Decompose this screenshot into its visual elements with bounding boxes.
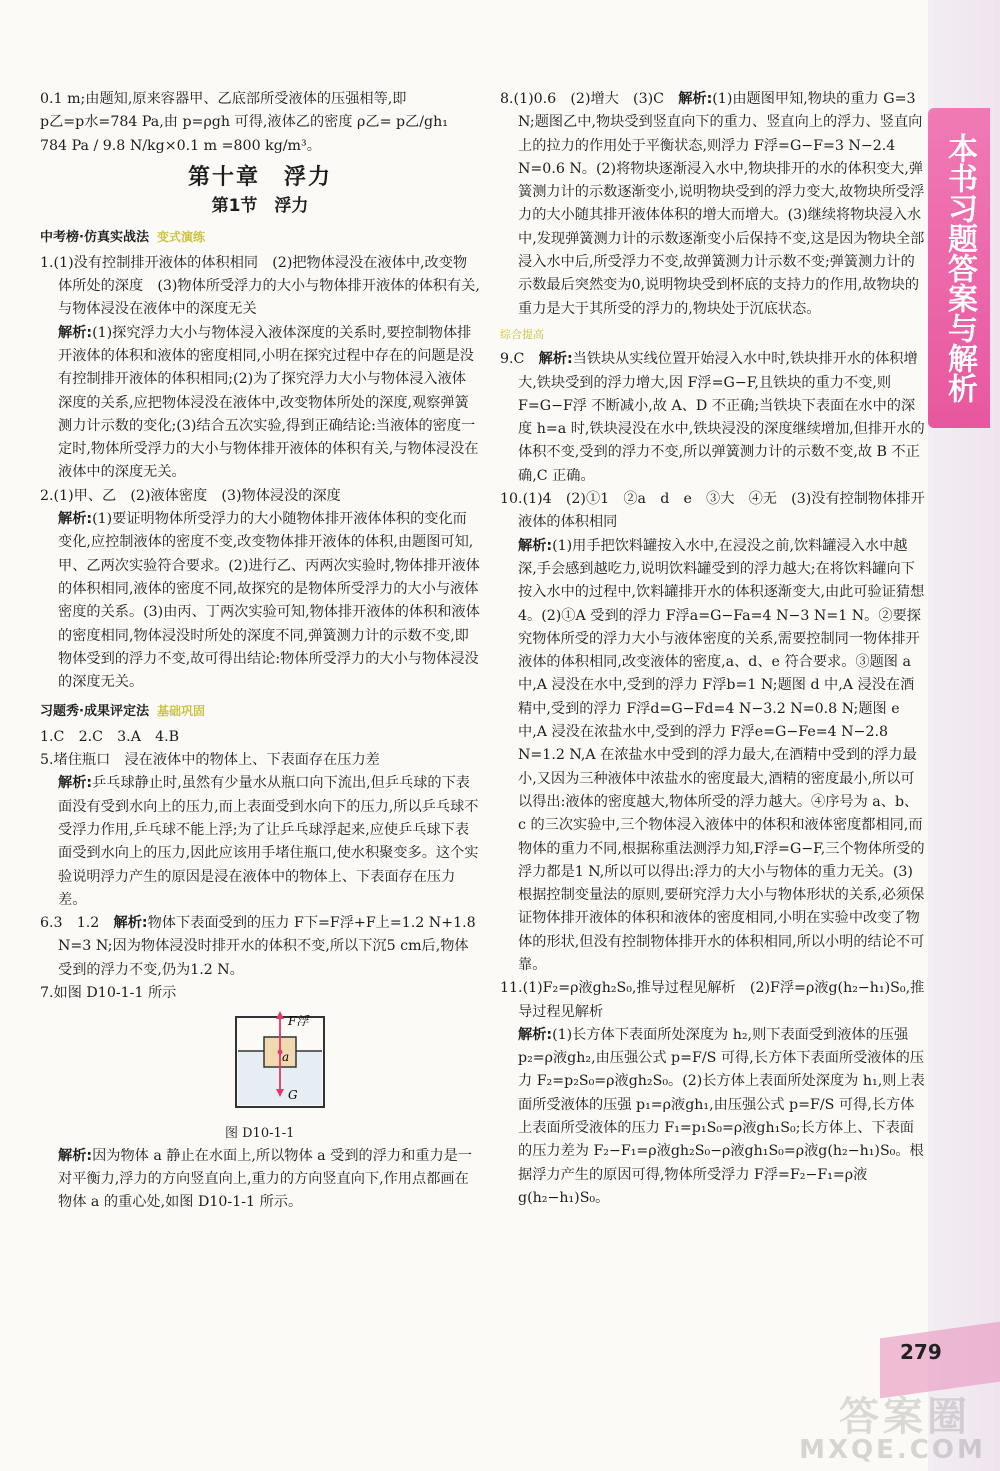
explain-q1: 解析:(1)探究浮力大小与物体浸入液体深度的关系时,要控制物体排开液体的体积和液体的密度相同,小明在探究过程中存在的问题是没有控制排开液体的体积相同;(2)为了探究浮力大小与物体浸入液体深度的关系,应把物体浸没在液体中,改变物体所处的深度,观察弹簧测力计示数的变化;(3)结合五次实验,得到正确结论:当液体的密度一定时,物体所受浮力的大小与物体排开液体的体积有关,与物体浸没在液体中的深度无关。: [58, 324, 479, 481]
answer-q5: 5.堵住瓶口 浸在液体中的物体上、下表面存在压力差: [40, 752, 380, 769]
figure-d10-1-1: [230, 1011, 330, 1119]
side-tab: 本书习题答案与解析: [928, 108, 990, 428]
explain-q7: 解析:因为物体 a 静止在水面上,所以物体 a 受到的浮力和重力是一对平衡力,浮力的方向竖直向上,重力的方向竖直向下,作用点都画在物体 a 的重心处,如图 D10-1-1 所示。: [58, 1147, 473, 1211]
intro-line-1: 0.1 m;由题知,原来容器甲、乙底部所受液体的压强相等,即: [40, 91, 407, 107]
watermark-url: MXQE.COM: [799, 1435, 986, 1465]
answer-q8: 8.(1)0.6 (2)增大 (3)C 解析:(1)由题图甲知,物块的重力 G=3 N;题图乙中,物块受到竖直向下的重力、竖直向上的浮力、竖直向上的拉力的作用处于平衡状态,则浮力 F浮=G−F=3 N−2.4 N=0.6 N。(2)将物块逐渐浸入水中,物块排开的水的体积变大,弹簧测力计的示数逐渐变小,说明物块受到的浮力变大,故物块所受浮力的大小随其排开液体体积的增大而增大。(3)继续将物块浸入水中,发现弹簧测力计的示数逐渐变小后保持不变,这是因为物块全部浸入水中后,所受浮力不变,故弹簧测力计示数不变;弹簧测力计的示数最后突然变为0,说明物块受到杯底的支持力的作用,故物块的重力是大于其所受的浮力的,物块处于沉底状态。: [500, 91, 925, 317]
answer-q7: 7.如图 D10-1-1 所示: [40, 984, 177, 1001]
label-f: F浮: [288, 1014, 309, 1029]
intro-line-2: p乙=p水=784 Pa,由 p=ρgh 可得,液体乙的密度 ρ乙= p乙/gh₁: [40, 114, 448, 131]
explain-q11: 解析:(1)长方体下表面所处深度为 h₂,则下表面受到液体的压强 p₂=ρ液gh₂,由压强公式 p=F/S 可得,长方体下表面所受液体的压力 F₂=p₂S₀=ρ液gh₂S₀。(2)长方体上表面所处深度为 h₁,则上表面所受液体的压强 p₁=ρ液gh₁,由压强公式 p=F/S 可得,长方体上表面所受液体的压力 F₁=p₁S₀=ρ液gh₁S₀;长方体上、下表面的压力差为 F₂−F₁=ρ液gh₂S₀−ρ液gh₁S₀=ρ液g(h₂−h₁)S₀。根据浮力产生的原因可得,物体所受浮力 F浮=F₂−F₁=ρ液g(h₂−h₁)S₀。: [518, 1026, 925, 1206]
page-number: 279: [900, 1340, 942, 1364]
watermark-logo: 答案圈: [839, 1394, 971, 1440]
section-title: 第1节 浮力: [211, 196, 309, 217]
answer-q2: 2.(1)甲、乙 (2)液体密度 (3)物体浸没的深度: [40, 487, 341, 504]
label-a: a: [282, 1050, 290, 1065]
answer-q6: 6.3 1.2 解析:物体下表面受到的压力 F下=F浮+F上=1.2 N+1.8 N=3 N;因为物体浸没时排开水的体积不变,所以下沉5 cm后,物体受到的浮力不变,仍为1.2 N。: [40, 915, 476, 978]
label-g: G: [288, 1088, 298, 1103]
intro-line-3: 784 Pa / 9.8 N/kg×0.1 m =800 kg/m³。: [40, 137, 321, 154]
figure-caption: 图 D10-1-1: [225, 1125, 295, 1141]
answer-q1: 1.(1)没有控制排开液体的体积相同 (2)把物体浸没在液体中,改变物体所处的深度 (3)物体所受浮力的大小与物体排开液体的体积有关,与物体浸没在液体中的深度无关: [40, 254, 480, 318]
explain-q2: 解析:(1)要证明物体所受浮力的大小随物体排开液体体积的变化而变化,应控制液体的密度不变,改变物体排开液体的体积,由题图可知,甲、乙两次实验符合要求。(2)进行乙、丙两次实验时,物体排开液体的体积相同,液体的密度不同,故探究的是物体所受浮力的大小与液体密度的关系。(3)由丙、丁两次实验可知,物体排开液体的体积和液体的密度相同,物体浸没时所处的深度不同,弹簧测力计的示数不变,即物体受到的浮力不变,故可得出结论:物体所受浮力的大小与物体浸没的深度无关。: [58, 511, 480, 691]
explain-q10: 解析:(1)用手把饮料罐按入水中,在浸没之前,饮料罐浸入水中越深,手会感到越吃力,说明饮料罐受到的浮力越大;在将饮料罐向下按入水中的过程中,饮料罐排开水的体积逐渐变大,由此可验证猜想4。(2)①A 受到的浮力 F浮a=G−Fa=4 N−3 N=1 N。②要探究物体所受的浮力大小与液体密度的关系,需要控制同一物体排开液体的体积相同,改变液体的密度,a、d、e 符合要求。③题图 a 中,A 浸没在水中,受到的浮力 F浮b=1 N;题图 d 中,A 浸没在酒精中,受到的浮力 F浮d=G−Fd=4 N−3.2 N=0.8 N;题图 e 中,A 浸没在浓盐水中,受到的浮力 F浮e=G−Fe=4 N−2.8 N=1.2 N,A 在浓盐水中受到的浮力最大,在酒精中受到的浮力最小,又因为三种液体中浓盐水的密度最大,酒精的密度最小,所以可以得出:液体的密度越大,物体所受的浮力越大。④序号为 a、b、c 的三次实验中,三个物体浸入液体中的体积和液体密度都相同,而物体的重力不同,根据称重法测浮力知,F浮=G−F,三个物体所受的浮力都是1 N,所以可以得出:浮力的大小与物体的重力无关。(3)根据控制变量法的原则,要研究浮力大小与物体形状的关系,必须保证物体排开液体的体积和液体的密度相同,小明在实验中改变了物体的形状,但没有控制物体排开水的体积相同,所以小明的结论不可靠。: [518, 537, 925, 973]
answer-q1-4: 1.C 2.C 3.A 4.B: [40, 728, 180, 745]
answer-q10: 10.(1)4 (2)①1 ②a d e ③大 ④无 (3)没有控制物体排开液体的体积相同: [500, 491, 925, 531]
explain-q5: 解析:乒乓球静止时,虽然有少量水从瓶口向下流出,但乒乓球的下表面没有受到水向上的压力,而上表面受到水向下的压力,所以乒乓球不受浮力作用,乒乓球不能上浮;为了让乒乓球浮起来,应使乒乓球下表面受到水向上的压力,因此应该用手堵住瓶口,使水积聚变多。这个实验说明浮力产生的原因是浸在液体中的物体上、下表面存在压力差。: [58, 775, 479, 908]
right-column: [500, 88, 925, 1210]
left-column: [40, 88, 480, 1215]
chapter-title: 第十章 浮力: [187, 164, 332, 190]
buoyancy-diagram: [230, 1011, 330, 1111]
answer-q11: 11.(1)F₂=ρ液gh₂S₀,推导过程见解析 (2)F浮=ρ液g(h₂−h₁)S₀,推导过程见解析: [500, 980, 925, 1020]
section-heading-2: 习题秀·成果评定法 基础巩固: [40, 704, 205, 720]
answer-q9: 9.C 解析:当铁块从实线位置开始浸入水中时,铁块排开水的体积增大,铁块受到的浮力增大,因 F浮=G−F,且铁块的重力不变,则 F=G−F浮 不断减小,故 A、D 不正确;当铁块下表面在水中的深度 h=a 时,铁块浸没在水中,铁块浸没的深度继续增加,但排开水的体积不变,受到的浮力不变,所以弹簧测力计的示数不变,故 B 不正确,C 正确。: [500, 351, 925, 484]
tag-zonghe: 综合提高: [500, 327, 544, 341]
section-heading-1: 中考榜·仿真实战法 变式演练: [40, 230, 205, 246]
